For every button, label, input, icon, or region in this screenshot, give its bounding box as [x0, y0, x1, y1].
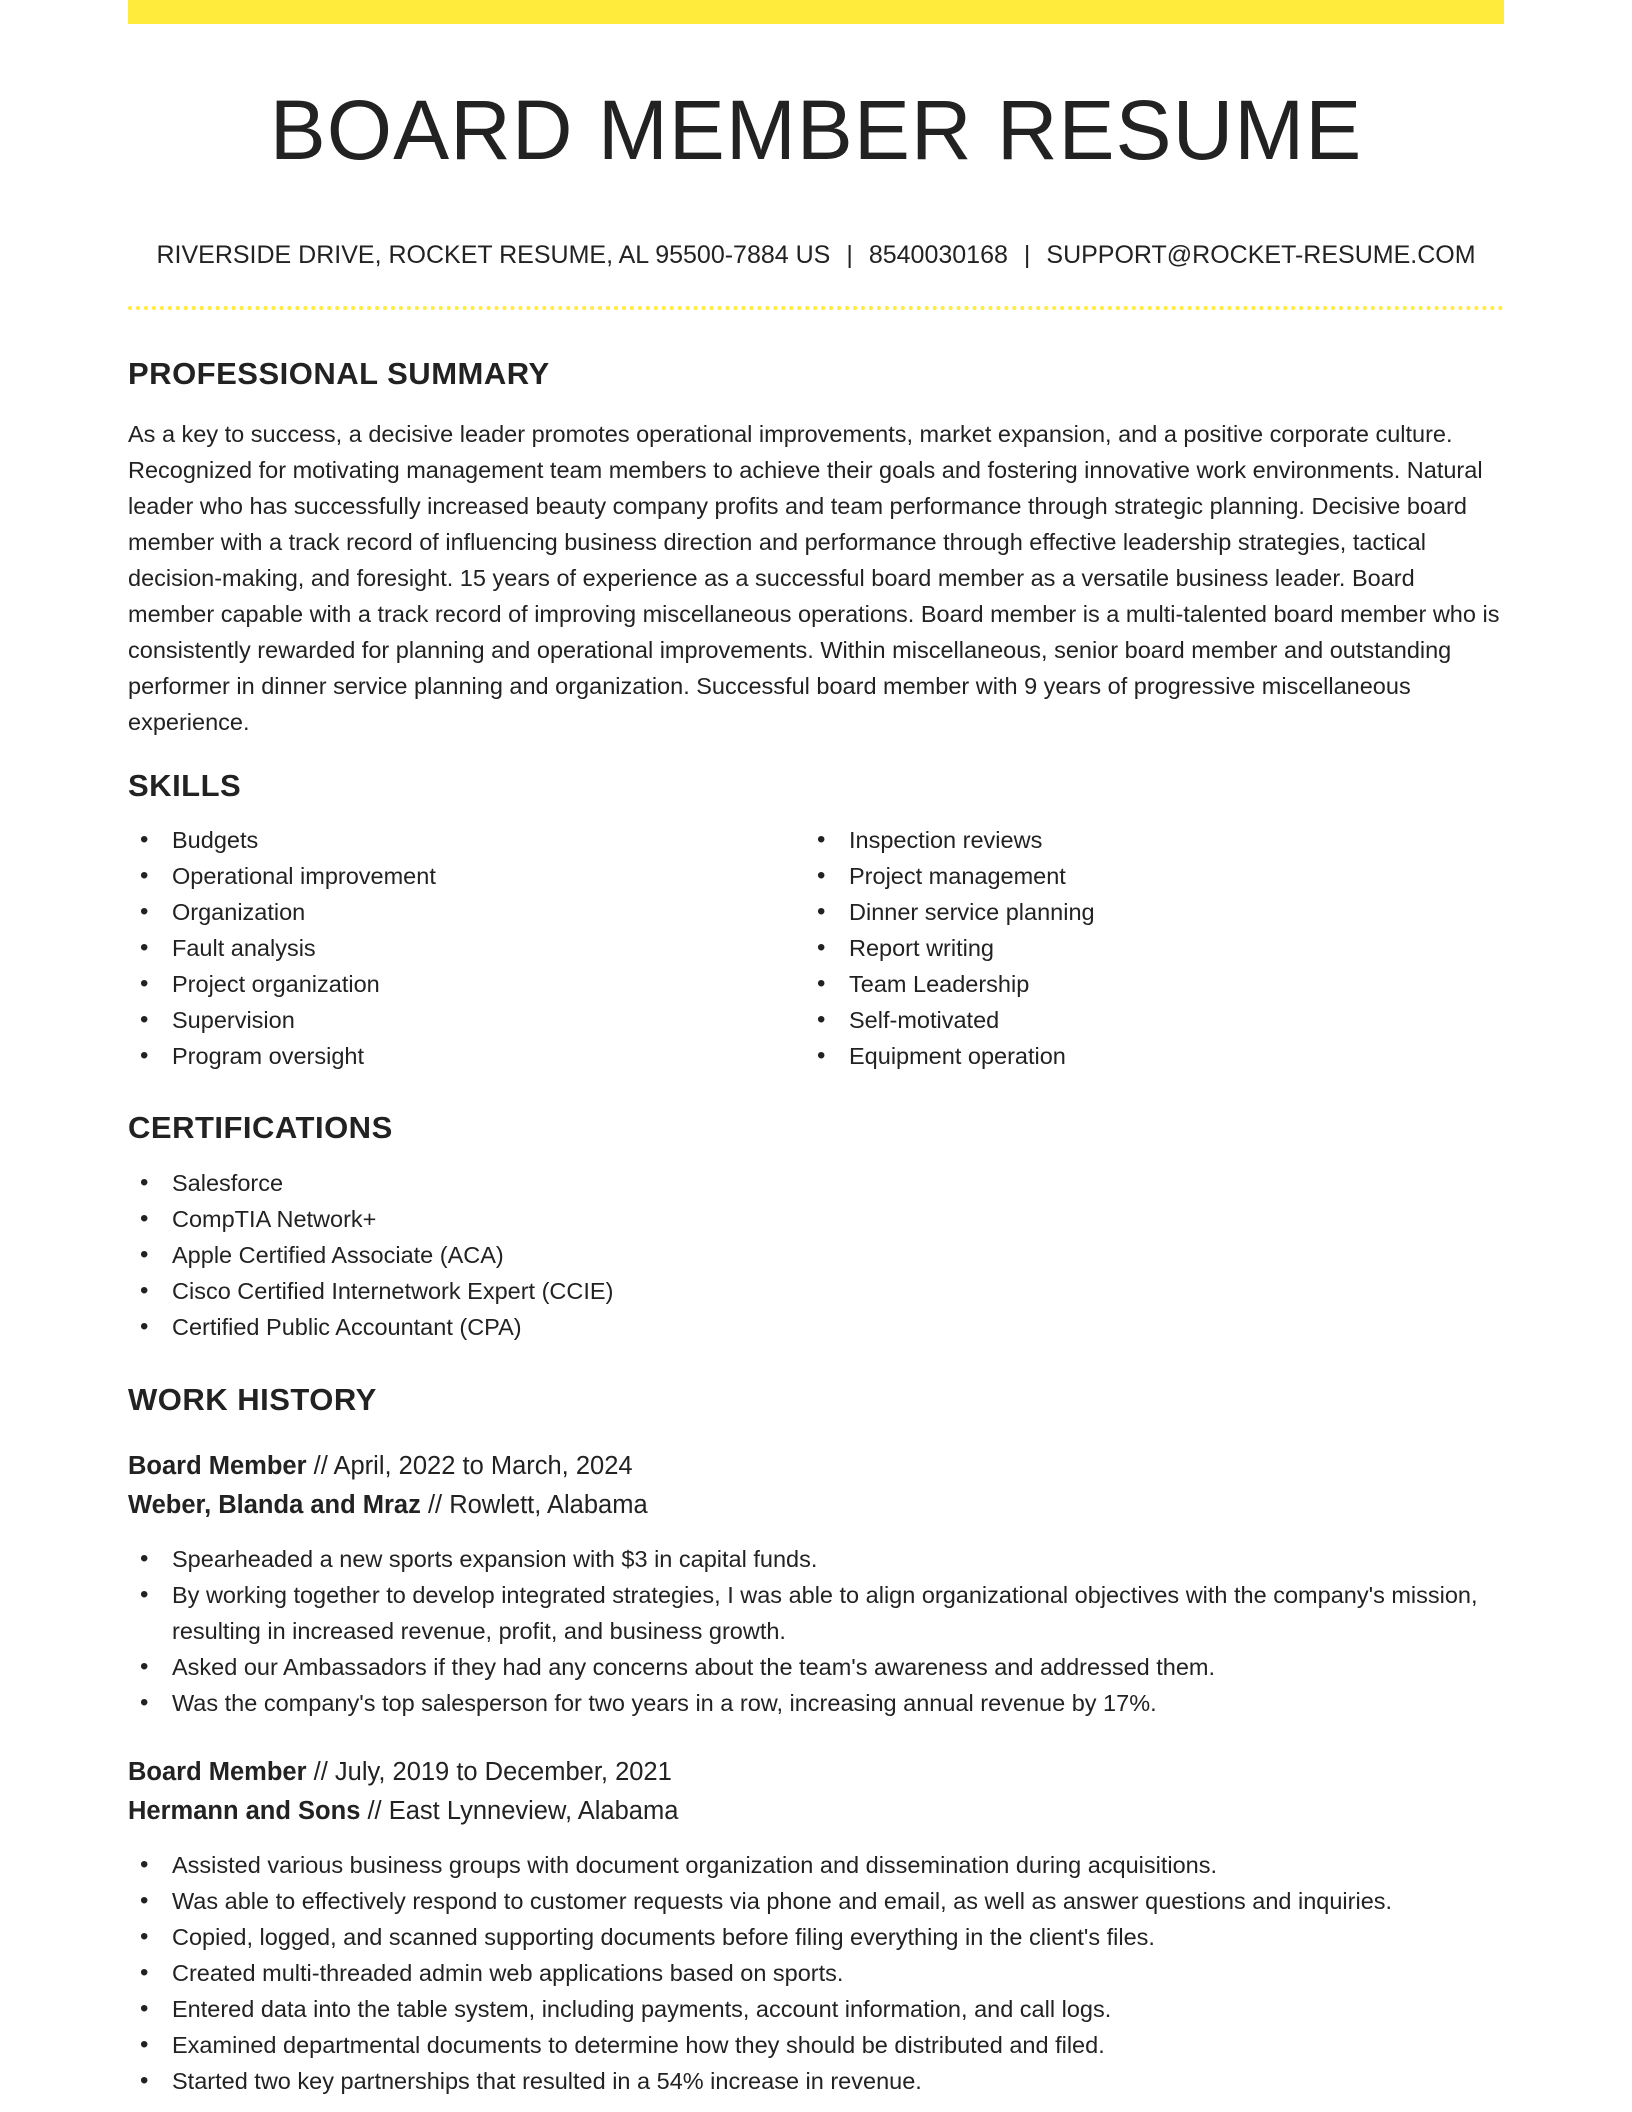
list-item: • Copied, logged, and scanned supporting documents before filing everything in the client's files.	[128, 1919, 1504, 1955]
summary-text: As a key to success, a decisive leader promotes operational improvements, market expansion, and a positive corporate culture. Recognized for motivating management team members to achieve their goals and fostering innovative work environments. Natural leader who has successfully increased beauty company profits and team performance through strategic planning. Decisive board member with a track record of influencing business direction and performance through effective leadership strategies, tactical decision-making, and foresight. 15 years of experience as a successful board member as a versatile business leader. Board member capable with a track record of improving miscellaneous operations. Board member is a multi-talented board member who is consistently rewarded for planning and operational improvements. Within miscellaneous, senior board member and outstanding performer in dinner service planning and organization. Successful board member with 9 years of progressive miscellaneous experience.	[128, 421, 1500, 735]
job-dates: April, 2022 to March, 2024	[333, 1452, 633, 1480]
list-item: • Spearheaded a new sports expansion with $3 in capital funds.	[128, 1541, 1504, 1577]
list-item: • Supervision	[128, 1002, 800, 1038]
list-item: • Certified Public Accountant (CPA)	[128, 1309, 1504, 1345]
skills-heading: SKILLS	[128, 768, 242, 803]
list-item: • Examined departmental documents to determine how they should be distributed and filed.	[128, 2027, 1504, 2063]
work-history-heading: WORK HISTORY	[128, 1382, 377, 1417]
certifications-list	[128, 1165, 1504, 1345]
summary-heading: PROFESSIONAL SUMMARY	[128, 356, 550, 391]
contact-phone: 8540030168	[868, 241, 1008, 269]
list-item: • Program oversight	[128, 1038, 800, 1074]
skills-list-right	[805, 822, 1495, 1074]
list-item: • Organization	[128, 894, 800, 930]
job-company: Weber, Blanda and Mraz	[128, 1491, 421, 1519]
job-title-line	[128, 1753, 672, 1792]
job-location: East Lynneview, Alabama	[388, 1797, 679, 1825]
list-item: • Operational improvement	[128, 858, 800, 894]
list-item: • Inspection reviews	[805, 822, 1495, 858]
list-item: • Dinner service planning	[805, 894, 1495, 930]
list-item: • Team Leadership	[805, 966, 1495, 1002]
list-item: • By working together to develop integrated strategies, I was able to align organizational objectives with the company's mission, resulting in increased revenue, profit, and business growth.	[128, 1577, 1504, 1649]
contact-separator: |	[846, 241, 853, 269]
contact-email: SUPPORT@ROCKET-RESUME.COM	[1046, 241, 1476, 269]
job-delimiter: //	[360, 1797, 389, 1825]
job-company-line	[128, 1792, 678, 1831]
list-item: • Started two key partnerships that resulted in a 54% increase in revenue.	[128, 2063, 1504, 2099]
job-delimiter: //	[306, 1452, 334, 1480]
contact-separator: |	[1023, 241, 1031, 269]
list-item: • Created multi-threaded admin web applications based on sports.	[128, 1955, 1504, 1991]
list-item: • Fault analysis	[128, 930, 800, 966]
job-company: Hermann and Sons	[128, 1797, 361, 1825]
job-delimiter: //	[306, 1758, 335, 1786]
list-item: • Equipment operation	[805, 1038, 1495, 1074]
list-item: • Was able to effectively respond to customer requests via phone and email, as well as answer questions and inquiries.	[128, 1883, 1504, 1919]
list-item: • Self-motivated	[805, 1002, 1495, 1038]
job-title-line	[128, 1447, 633, 1486]
list-item: • Asked our Ambassadors if they had any concerns about the team's awareness and addressed them.	[128, 1649, 1504, 1685]
list-item: • Assisted various business groups with document organization and dissemination during acquisitions.	[128, 1847, 1504, 1883]
list-item: • Was the company's top salesperson for two years in a row, increasing annual revenue by 17%.	[128, 1685, 1504, 1721]
contact-line	[128, 236, 1504, 274]
job-dates: July, 2019 to December, 2021	[334, 1758, 672, 1786]
certifications-heading: CERTIFICATIONS	[128, 1110, 393, 1145]
list-item: • Project organization	[128, 966, 800, 1002]
list-item: • CompTIA Network+	[128, 1201, 1504, 1237]
job-bullets	[128, 1541, 1504, 1721]
list-item: • Cisco Certified Internetwork Expert (CCIE)	[128, 1273, 1504, 1309]
list-item: • Report writing	[805, 930, 1495, 966]
list-item: • Apple Certified Associate (ACA)	[128, 1237, 1504, 1273]
job-title: Board Member	[128, 1452, 307, 1480]
skills-list-left	[128, 822, 800, 1074]
job-title: Board Member	[128, 1758, 307, 1786]
job-bullets	[128, 1847, 1504, 2099]
page-title: BOARD MEMBER RESUME	[269, 83, 1363, 177]
job-company-line	[128, 1486, 648, 1525]
contact-address: RIVERSIDE DRIVE, ROCKET RESUME, AL 95500-7884 US	[156, 241, 831, 269]
job-delimiter: //	[420, 1491, 450, 1519]
list-item: • Salesforce	[128, 1165, 1504, 1201]
list-item: • Project management	[805, 858, 1495, 894]
list-item: • Entered data into the table system, including payments, account information, and call logs.	[128, 1991, 1504, 2027]
job-location: Rowlett, Alabama	[449, 1491, 648, 1519]
resume-page	[128, 0, 1504, 2112]
accent-top-bar	[128, 0, 1504, 24]
list-item: • Budgets	[128, 822, 800, 858]
dotted-divider	[128, 306, 1504, 310]
